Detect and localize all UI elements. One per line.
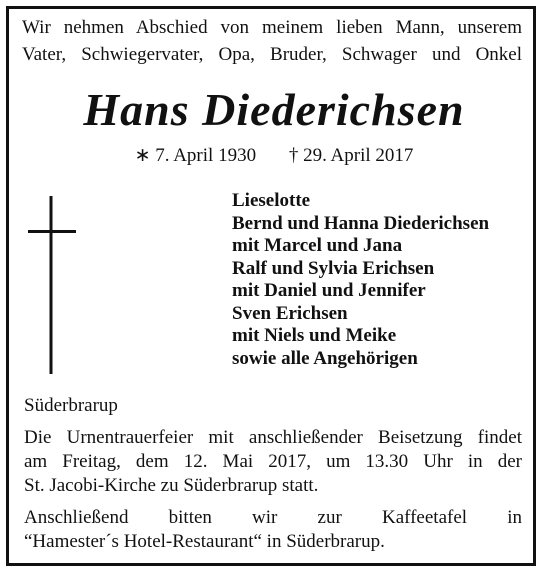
birth-date: ∗ 7. April 1930 <box>134 145 257 166</box>
cross-icon <box>28 196 78 374</box>
life-dates <box>0 144 548 168</box>
mourner-line: sowie alle Angehörigen <box>232 347 418 369</box>
coffee-line: “Hamester´s Hotel-Restaurant“ in Süderbrarup. <box>24 531 385 552</box>
ceremony-line: St. Jacobi-Kirche zu Süderbrarup statt. <box>24 475 319 496</box>
mourner-line: Sven Erichsen <box>232 302 348 324</box>
mourner-line: mit Daniel und Jennifer <box>232 280 426 301</box>
ceremony-line: Die Urnentrauerfeier mit anschließender Beisetzung findet <box>24 427 522 448</box>
mourner-line: mit Niels und Meike <box>232 325 397 346</box>
coffee-text <box>24 506 522 554</box>
place-name: Süderbrarup <box>24 395 118 416</box>
death-date: † 29. April 2017 <box>288 145 414 166</box>
deceased-name: Hans Diederichsen <box>83 84 465 135</box>
mourner-line: Bernd und Hanna Diederichsen <box>232 212 490 234</box>
intro-line: Wir nehmen Abschied von meinem lieben Mann, unserem <box>22 17 522 38</box>
ceremony-text <box>24 426 522 498</box>
intro-text <box>22 14 522 68</box>
ceremony-line: am Freitag, dem 12. Mai 2017, um 13.30 Uhr in der <box>24 451 522 472</box>
mourner-line: mit Marcel und Jana <box>232 235 403 256</box>
mourner-line: Ralf und Sylvia Erichsen <box>232 257 435 279</box>
mourners-list <box>232 190 489 370</box>
mourner-line: Lieselotte <box>232 190 311 211</box>
intro-line: Vater, Schwiegervater, Opa, Bruder, Schwager und Onkel <box>22 44 522 65</box>
coffee-line: Anschließend bitten wir zur Kaffeetafel in <box>24 507 522 528</box>
